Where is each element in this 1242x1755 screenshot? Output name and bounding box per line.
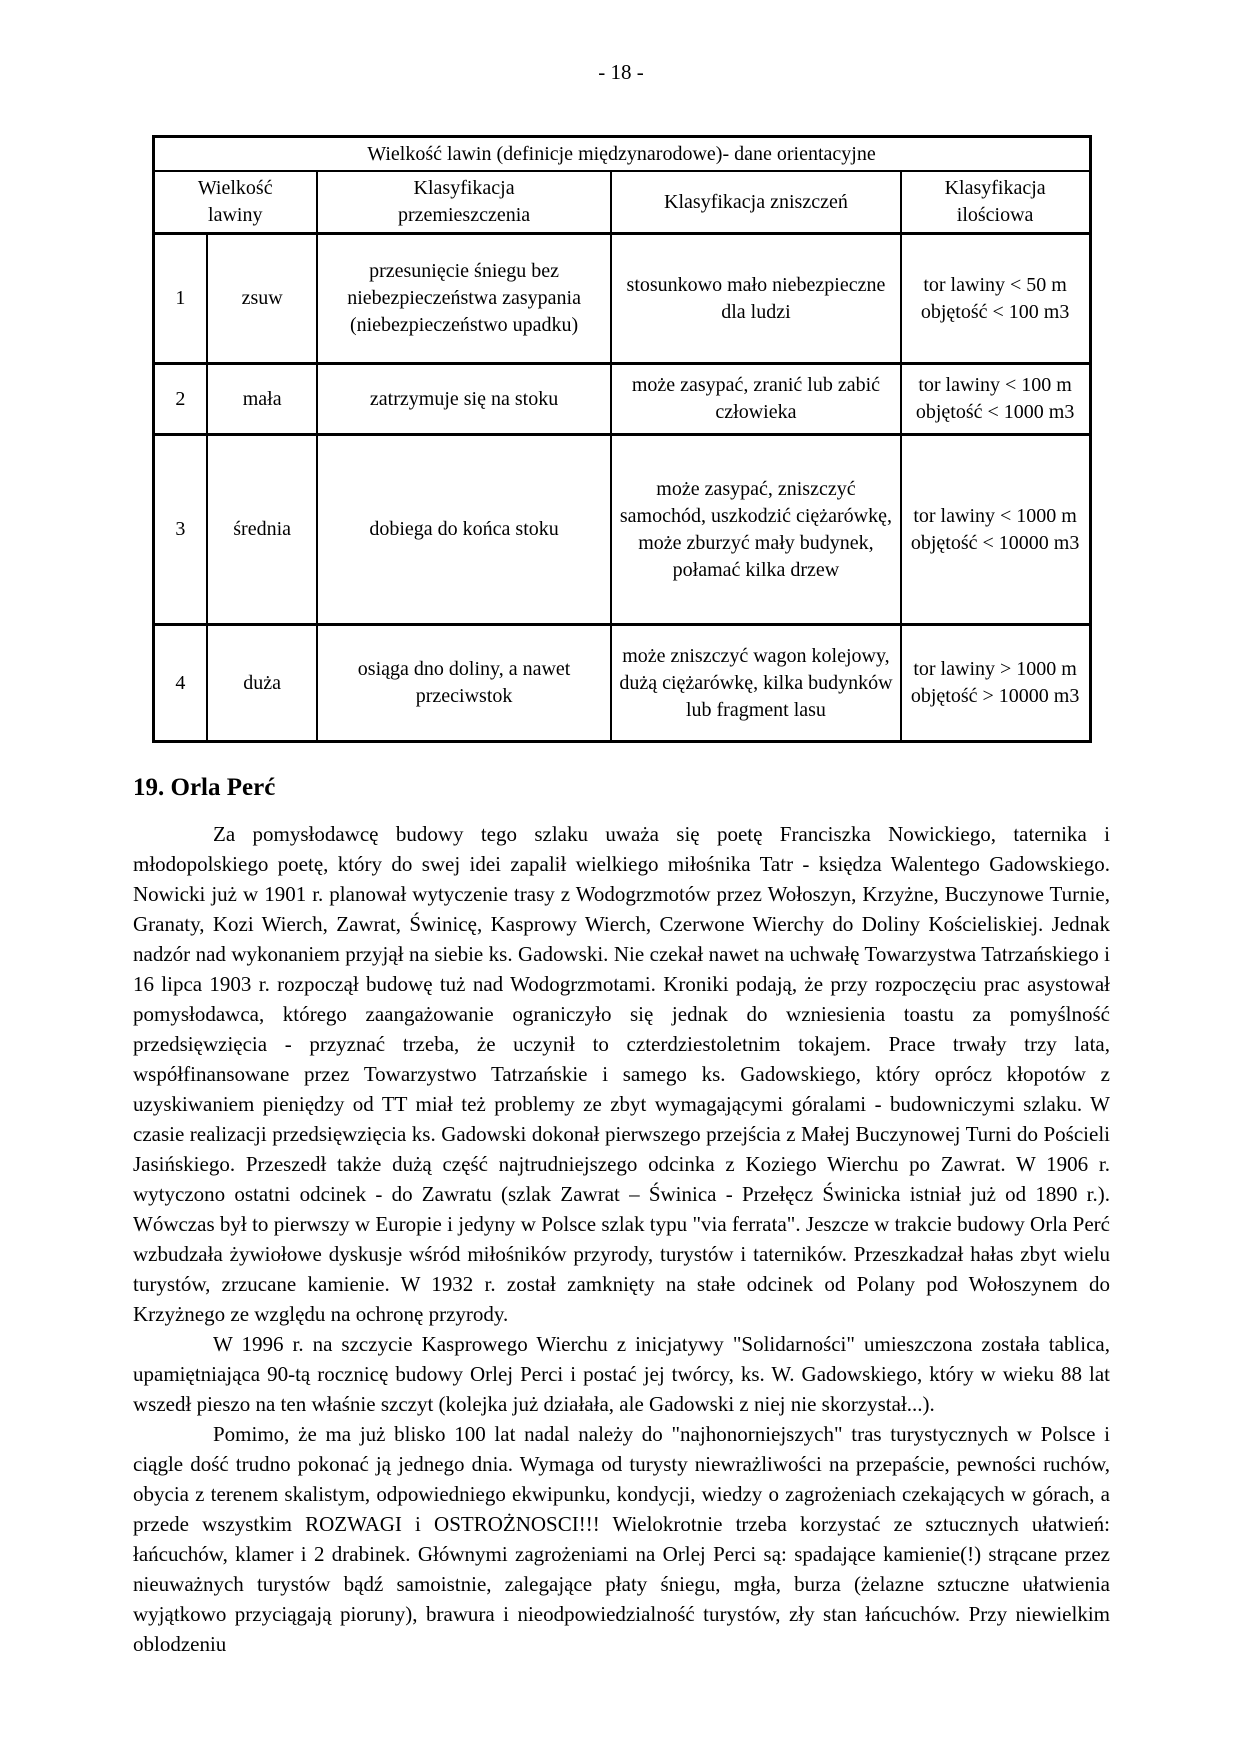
header-size bbox=[153, 171, 317, 234]
cell-displacement: przesunięcie śniegu bez niebezpieczeństwa zasypania (niebezpieczeństwo upadku) bbox=[317, 234, 611, 364]
cell-quantity bbox=[901, 364, 1090, 435]
header-displacement-line: przemieszczenia bbox=[398, 204, 531, 226]
table-row bbox=[153, 435, 1090, 625]
cell-quantity bbox=[901, 435, 1090, 625]
cell-damage: stosunkowo mało niebezpieczne dla ludzi bbox=[611, 234, 901, 364]
avalanche-size-table bbox=[152, 135, 1092, 743]
quantity-line: tor lawiny < 1000 m bbox=[913, 504, 1077, 527]
cell-damage: może zasypać, zniszczyć samochód, uszkodzić ciężarówkę, może zburzyć mały budynek, połamać kilka drzew bbox=[611, 435, 901, 625]
page-number: - 18 - bbox=[598, 60, 644, 84]
cell-quantity bbox=[901, 234, 1090, 364]
cell-quantity bbox=[901, 625, 1090, 742]
header-quantity-line: Klasyfikacja bbox=[944, 177, 1046, 199]
quantity-line: objętość < 1000 m3 bbox=[915, 401, 1075, 423]
quantity-line: objętość > 10000 m3 bbox=[910, 685, 1080, 707]
table-row bbox=[153, 234, 1090, 364]
section-heading: 19. Orla Perć bbox=[133, 774, 276, 801]
cell-size: 3 bbox=[153, 435, 207, 625]
quantity-line: tor lawiny > 1000 m bbox=[913, 658, 1077, 680]
header-size-line: lawiny bbox=[208, 204, 263, 226]
paragraph: Pomimo, że ma już blisko 100 lat nadal należy do "najhonorniejszych" tras turystycznych w Polsce i ciągle dość trudno pokonać ją jednego dnia. Wymaga od turysty niewrażliwości na przepaście, pewności ruchów, obycia z terenem skalistym, odpowiedniego ekwipunku, kondycji, wiedzy o zagrożeniach czekających w górach, a przede wszystkim ROZWAGI i OSTROŻNOSCI!!! Wielokrotnie trzeba korzystać ze sztucznych ułatwień: łańcuchów, klamer i 2 drabinek. Głównymi zagrożeniami na Orlej Perci są: spadające kamienie(!) strącane przez nieuważnych turystów bądź samoistnie, zalegające płaty śniegu, mgła, burza (żelazne sztuczne ułatwienia wyjątkowo przyciągają pioruny), brawura i nieodpowiedzialność turystów, zły stan łańcuchów. Przy niewielkim oblodzeniu bbox=[133, 1422, 1110, 1656]
cell-size: 1 bbox=[153, 234, 207, 364]
table-row bbox=[153, 364, 1090, 435]
cell-name: mała bbox=[207, 364, 317, 435]
header-quantity-line: ilościowa bbox=[956, 204, 1034, 226]
table-title-row bbox=[153, 137, 1090, 172]
quantity-line: tor lawiny < 100 m bbox=[918, 374, 1072, 396]
cell-name: zsuw bbox=[207, 234, 317, 364]
cell-size: 4 bbox=[153, 625, 207, 742]
header-displacement bbox=[317, 171, 611, 234]
quantity-line: objętość < 10000 m3 bbox=[910, 531, 1080, 554]
quantity-line: objętość < 100 m3 bbox=[920, 300, 1070, 323]
header-displacement-line: Klasyfikacja bbox=[413, 177, 515, 199]
table-header-row bbox=[153, 171, 1090, 234]
cell-damage: może zasypać, zranić lub zabić człowieka bbox=[611, 364, 901, 435]
cell-damage: może zniszczyć wagon kolejowy, dużą ciężarówkę, kilka budynków lub fragment lasu bbox=[611, 625, 901, 742]
cell-name: duża bbox=[207, 625, 317, 742]
cell-displacement: zatrzymuje się na stoku bbox=[317, 364, 611, 435]
cell-size: 2 bbox=[153, 364, 207, 435]
quantity-line: tor lawiny < 50 m bbox=[923, 273, 1067, 296]
header-quantity bbox=[901, 171, 1090, 234]
table-row bbox=[153, 625, 1090, 742]
header-damage: Klasyfikacja zniszczeń bbox=[611, 171, 901, 234]
cell-displacement: osiąga dno doliny, a nawet przeciwstok bbox=[317, 625, 611, 742]
header-size-line: Wielkość bbox=[197, 177, 273, 199]
paragraph: W 1996 r. na szczycie Kasprowego Wierchu z inicjatywy "Solidarności" umieszczona została tablica, upamiętniająca 90-tą rocznicę budowy Orlej Perci i postać jej twórcy, ks. W. Gadowskiego, który w wieku 88 lat wszedł pieszo na ten właśnie szczyt (kolejka już działała, ale Gadowski z niej nie skorzystał...). bbox=[133, 1332, 1110, 1416]
table-title: Wielkość lawin (definicje międzynarodowe)- dane orientacyjne bbox=[153, 137, 1090, 172]
section-body bbox=[133, 819, 1110, 1659]
cell-name: średnia bbox=[207, 435, 317, 625]
page-content bbox=[133, 135, 1110, 1659]
cell-displacement: dobiega do końca stoku bbox=[317, 435, 611, 625]
paragraph: Za pomysłodawcę budowy tego szlaku uważa się poetę Franciszka Nowickiego, taternika i młodopolskiego poetę, który do swej idei zapalił wielkiego miłośnika Tatr - księdza Walentego Gadowskiego. Nowicki już w 1901 r. planował wytyczenie trasy z Wodogrzmotów przez Wołoszyn, Krzyżne, Buczynowe Turnie, Granaty, Kozi Wierch, Zawrat, Świnicę, Kasprowy Wierch, Czerwone Wierchy do Doliny Kościeliskiej. Jednak nadzór nad wykonaniem przyjął na siebie ks. Gadowski. Nie czekał nawet na uchwałę Towarzystwa Tatrzańskiego i 16 lipca 1903 r. rozpoczął budowę tuż nad Wodogrzmotami. Kroniki podają, że przy rozpoczęciu prac asystował pomysłodawca, którego zaangażowanie ograniczyło się jednak do wzniesienia toastu za pomyślność przedsięwzięcia - przyznać trzeba, że uczynił to czterdziestoletnim tokajem. Prace trwały trzy lata, współfinansowane przez Towarzystwo Tatrzańskie i samego ks. Gadowskiego, który oprócz kłopotów z uzyskiwaniem pieniędzy od TT miał też problemy ze zbyt wymagającymi góralami - budowniczymi szlaku. W czasie realizacji przedsięwzięcia ks. Gadowski dokonał pierwszego przejścia z Małej Buczynowej Turni do Pościeli Jasińskiego. Przeszedł także dużą część najtrudniejszego odcinka z Koziego Wierchu po Zawrat. W 1906 r. wytyczono ostatni odcinek - do Zawratu (szlak Zawrat – Świnica - Przełęcz Świnicka istniał już od 1890 r.). Wówczas był to pierwszy w Europie i jedyny w Polsce szlak typu "via ferrata". Jeszcze w trakcie budowy Orla Perć wzbudzała żywiołowe dyskusje wśród miłośników przyrody, turystów i taterników. Przeszkadzał hałas zbyt wielu turystów, zrzucane kamienie. W 1932 r. został zamknięty na stałe odcinek od Polany pod Wołoszynem do Krzyżnego ze względu na ochronę przyrody. bbox=[133, 822, 1110, 1326]
